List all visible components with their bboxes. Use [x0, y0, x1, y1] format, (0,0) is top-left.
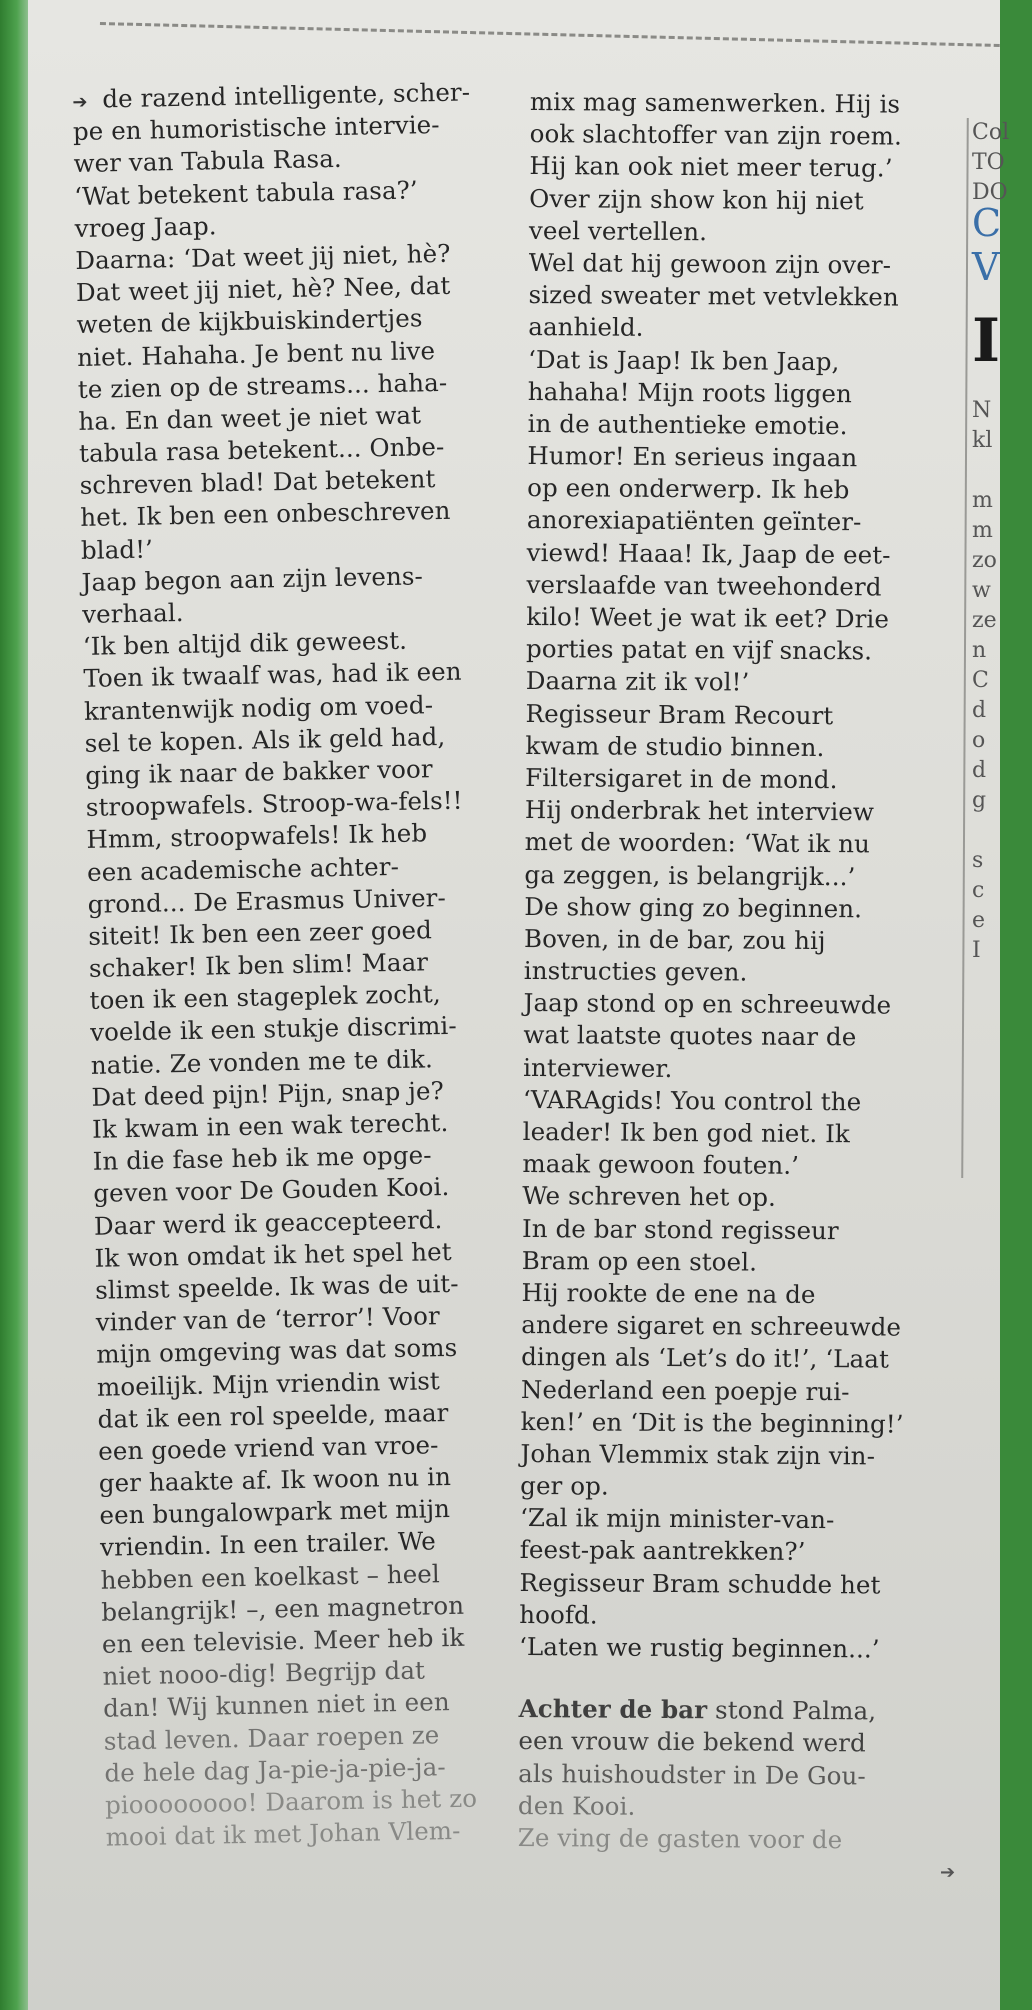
continue-from-arrow-icon: ➔	[72, 91, 88, 113]
left-column	[72, 76, 546, 1854]
middle-line-6: sized sweater met vetvlekken	[528, 280, 899, 312]
left-line-13: het. Ik ben een onbeschreven	[80, 496, 451, 533]
middle-line-40: Nederland een poepje rui-	[520, 1374, 850, 1406]
left-line-11: tabula rasa betekent... Onbe-	[78, 431, 445, 468]
middle-line-42: Johan Vlemmix stak zijn vin-	[520, 1438, 876, 1471]
right-fragment-6: I	[972, 306, 1001, 376]
middle-line-35: In de bar stond regisseur	[521, 1213, 839, 1245]
left-line-38: vinder van de ‘terror’! Voor	[95, 1301, 441, 1337]
right-fragment-18: o	[972, 728, 986, 753]
right-fragment-4: V	[972, 245, 1000, 289]
middle-line-25: De show ging zo beginnen.	[524, 891, 863, 924]
right-fragment-8: kl	[972, 428, 993, 453]
middle-line-21: Filtersigaret in de mond.	[525, 762, 838, 795]
middle-line-22: Hij onderbrak het interview	[524, 795, 875, 827]
middle-line-34: We schreven het op.	[522, 1181, 777, 1213]
right-fragment-0: Col	[972, 120, 1010, 145]
paragraph-gap	[519, 1663, 959, 1696]
right-fragment-15: n	[972, 638, 987, 663]
right-fragment-24: e	[972, 908, 986, 933]
left-line-1: pe en humoristische intervie-	[72, 110, 440, 147]
middle-line-16: kilo! Weet je wat ik eet? Drie	[526, 601, 890, 634]
left-line-52: de hele dag Ja-pie-ja-pie-ja-	[104, 1751, 446, 1788]
middle-line-43: ger op.	[520, 1471, 609, 1501]
middle-line-9: hahaha! Mijn roots liggen	[527, 376, 853, 408]
middle-line-18: Daarna zit ik vol!’	[525, 666, 750, 697]
middle-line-24: ga zeggen, is belangrijk...’	[524, 859, 856, 891]
left-line-2: wer van Tabula Rasa.	[73, 144, 343, 179]
left-line-45: vriendin. In een trailer. We	[99, 1526, 437, 1563]
left-line-17: ‘Ik ben altijd dik geweest.	[82, 625, 408, 662]
middle-line-1: ook slachtoffer van zijn roem.	[529, 119, 903, 151]
right-fragment-17: d	[972, 698, 987, 723]
left-line-18: Toen ik twaalf was, had ik een	[83, 657, 462, 694]
middle-line-14: viewd! Haaa! Ik, Jaap de eet-	[526, 537, 891, 570]
left-line-41: dat ik een rol speelde, maar	[97, 1397, 449, 1434]
middle-line-20: kwam de studio binnen.	[525, 730, 825, 762]
right-fragment-11: m	[972, 518, 993, 543]
right-fragment-21	[972, 816, 1032, 846]
left-line-12: schreven blad! Dat betekent	[79, 464, 436, 501]
middle-line-41: ken!’ en ‘Dit is the beginning!’	[520, 1406, 904, 1439]
middle-tail-line-2: als huishoudster in De Gou-	[518, 1758, 866, 1790]
right-column-fragment	[972, 118, 1032, 966]
middle-line-7: aanhield.	[528, 312, 644, 343]
left-line-35: Daar werd ik geaccepteerd.	[93, 1204, 443, 1241]
middle-line-19: Regisseur Bram Recourt	[525, 698, 834, 730]
middle-line-26: Boven, in de bar, zou hij	[523, 923, 826, 955]
right-fragment-25: I	[972, 938, 981, 963]
left-line-34: geven voor De Gouden Kooi.	[93, 1172, 450, 1209]
left-line-20: sel te kopen. Als ik geld had,	[84, 721, 446, 758]
left-line-47: belangrijk! –, een magnetron	[101, 1590, 465, 1627]
middle-line-30: interviewer.	[523, 1052, 673, 1083]
middle-line-2: Hij kan ook niet meer terug.’	[529, 151, 893, 183]
right-fragment-23: c	[972, 878, 985, 903]
left-line-6: Dat weet jij niet, hè? Nee, dat	[75, 270, 451, 308]
right-fragment-20: g	[972, 788, 987, 813]
middle-line-23: met de woorden: ‘Wat ik nu	[524, 827, 871, 859]
left-line-36: Ik won omdat ik het spel het	[94, 1236, 452, 1273]
right-fragment-16: C	[972, 668, 989, 693]
left-line-8: niet. Hahaha. Je bent nu live	[76, 335, 436, 372]
middle-line-39: dingen als ‘Let’s do it!’, ‘Laat	[521, 1342, 890, 1374]
middle-line-0: mix mag samenwerken. Hij is	[529, 86, 901, 119]
magazine-page	[28, 0, 1010, 2010]
left-line-21: ging ik naar de bakker voor	[84, 754, 433, 790]
left-line-15: Jaap begon aan zijn levens-	[81, 561, 424, 597]
left-line-39: mijn omgeving was dat soms	[96, 1333, 458, 1370]
left-line-48: en een televisie. Meer heb ik	[101, 1622, 465, 1659]
left-line-14: blad!’	[80, 534, 154, 565]
middle-line-32: leader! Ik ben god niet. Ik	[522, 1116, 850, 1149]
middle-line-28: Jaap stond op en schreeuwde	[523, 988, 892, 1020]
left-line-22: stroopwafels. Stroop-wa-fels!!	[85, 785, 463, 822]
right-fragment-2: DO	[972, 180, 1008, 205]
right-fragment-19: d	[972, 758, 987, 783]
green-cover-edge	[0, 0, 28, 2010]
left-line-53: pioooooooo! Daarom is het zo	[104, 1783, 478, 1820]
middle-line-48: ‘Laten we rustig beginnen...’	[519, 1631, 880, 1664]
left-line-40: moeilijk. Mijn vriendin wist	[96, 1365, 441, 1402]
middle-line-37: Hij rookte de ene na de	[521, 1277, 816, 1309]
right-fragment-7: N	[972, 398, 992, 423]
left-line-25: grond... De Erasmus Univer-	[87, 882, 447, 919]
left-line-7: weten de kijkbuiskindertjes	[76, 303, 423, 340]
left-line-28: toen ik een stageplek zocht,	[89, 979, 441, 1016]
left-line-54: mooi dat ik met Johan Vlem-	[105, 1815, 461, 1852]
middle-line-46: Regisseur Bram schudde het	[519, 1567, 881, 1600]
left-line-33: In die fase heb ik me opge-	[92, 1140, 432, 1176]
left-line-9: te zien op de streams... haha-	[77, 367, 448, 404]
middle-line-38: andere sigaret en schreeuwde	[521, 1310, 902, 1342]
dashed-divider	[100, 22, 1000, 47]
right-fragment-14: ze	[972, 608, 997, 633]
middle-tail-line-1: een vrouw die bekend werd	[518, 1726, 866, 1758]
left-line-26: siteit! Ik ben een zeer goed	[88, 915, 433, 951]
left-line-50: dan! Wij kunnen niet in een	[102, 1687, 450, 1724]
left-line-19: krantenwijk nodig om voed-	[83, 689, 434, 726]
left-line-text: de razend intelligente, scher-	[102, 77, 471, 114]
left-line-4: vroeg Jaap.	[74, 211, 217, 243]
middle-line-4: veel vertellen.	[528, 215, 708, 246]
middle-line-45: feest-pak aantrekken?’	[519, 1535, 806, 1567]
middle-line-29: wat laatste quotes naar de	[523, 1020, 857, 1052]
left-line-30: natie. Ze vonden me te dik.	[90, 1043, 434, 1080]
middle-line-12: op een onderwerp. Ik heb	[527, 473, 850, 505]
left-line-10: ha. En dan weet je niet wat	[78, 400, 422, 436]
right-fragment-12: zo	[972, 548, 997, 573]
right-fragment-22: s	[972, 848, 984, 873]
right-fragment-3: C	[972, 201, 1002, 245]
left-line-23: Hmm, stroopwafels! Ik heb	[86, 818, 428, 855]
section-lead-rest: stond Palma,	[707, 1695, 877, 1726]
left-line-27: schaker! Ik ben slim! Maar	[88, 947, 429, 983]
section-lead-in: Achter de bar	[518, 1694, 708, 1725]
left-line-46: hebben een koelkast – heel	[100, 1558, 441, 1595]
right-fragment-13: w	[972, 578, 991, 603]
left-line-3: ‘Wat betekent tabula rasa?’	[73, 174, 419, 211]
middle-line-11: Humor! En serieus ingaan	[527, 441, 858, 473]
middle-line-8: ‘Dat is Jaap! Ik ben Jaap,	[527, 344, 840, 376]
right-fragment-9	[972, 456, 1032, 486]
middle-tail-line-4: Ze ving de gasten voor de	[517, 1822, 843, 1855]
left-line-29: voelde ik een stukje discrimi-	[89, 1011, 458, 1048]
middle-line-3: Over zijn show kon hij niet	[529, 183, 864, 215]
middle-line-15: verslaafde van tweehonderd	[526, 569, 882, 602]
left-line-37: slimst speelde. Ik was de uit-	[94, 1268, 459, 1305]
middle-line-44: ‘Zal ik mijn minister-van-	[519, 1503, 835, 1535]
middle-line-47: hoofd.	[519, 1599, 598, 1630]
middle-line-10: in de authentieke emotie.	[527, 408, 848, 441]
middle-line-36: Bram op een stoel.	[521, 1245, 758, 1277]
left-line-31: Dat deed pijn! Pijn, snap je?	[91, 1075, 445, 1112]
left-line-49: niet nooo-dig! Begrijp dat	[102, 1655, 426, 1691]
middle-column	[518, 86, 970, 1857]
right-fragment-1: TO	[972, 150, 1005, 175]
middle-line-13: anorexiapatiënten geïnter-	[526, 505, 862, 537]
left-line-16: verhaal.	[81, 597, 184, 629]
left-line-44: een bungalowpark met mijn	[99, 1494, 451, 1530]
middle-line-17: porties patat en vijf snacks.	[525, 634, 873, 666]
left-line-32: Ik kwam in een wak terecht.	[91, 1107, 449, 1144]
middle-tail-line-3: den Kooi.	[517, 1790, 636, 1821]
middle-tail-line-0	[519, 1693, 959, 1728]
middle-line-27: instructies geven.	[523, 956, 748, 987]
middle-line-5: Wel dat hij gewoon zijn over-	[528, 247, 892, 280]
left-line-42: een goede vriend van vroe-	[97, 1430, 439, 1466]
middle-line-31: ‘VARAgids! You control the	[522, 1084, 862, 1117]
left-line-5: Daarna: ‘Dat weet jij niet, hè?	[75, 238, 451, 275]
left-line-43: ger haakte af. Ik woon nu in	[98, 1462, 452, 1498]
right-fragment-10: m	[972, 488, 993, 513]
middle-line-33: maak gewoon fouten.’	[522, 1149, 800, 1181]
continue-arrow-icon: ➔	[940, 1862, 956, 1883]
left-line-51: stad leven. Daar roepen ze	[103, 1719, 440, 1756]
left-line-24: een academische achter-	[86, 851, 400, 887]
